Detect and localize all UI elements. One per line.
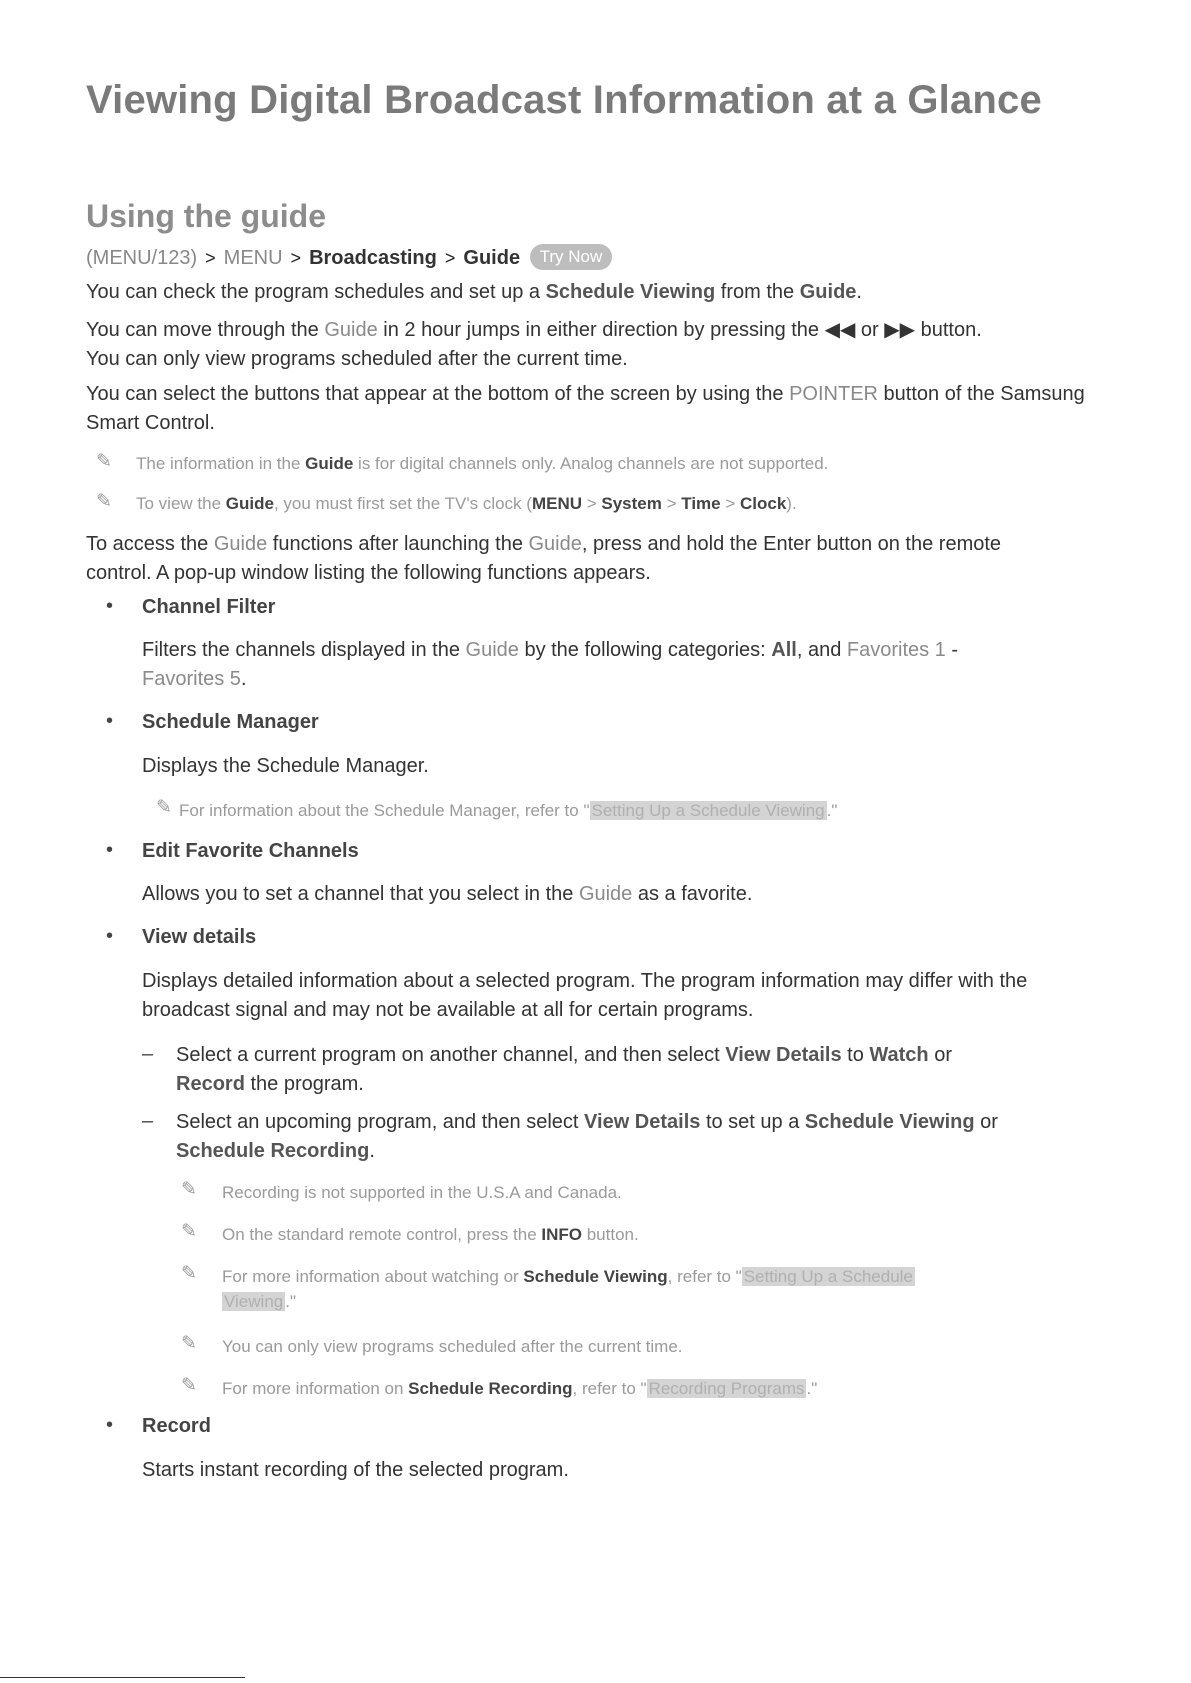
pencil-note-icon: ✎ bbox=[181, 1375, 197, 1396]
note-clock: To view the Guide, you must first set the TV's clock (MENU > System > Time > Clock). bbox=[136, 494, 797, 513]
record-desc: Starts instant recording of the selected program. bbox=[142, 1459, 569, 1481]
intro-paragraph-3: You can select the buttons that appear at the bottom of the screen by using the POINTER button of the Samsung Smart Control. bbox=[86, 383, 1085, 434]
note-schedule-viewing: For more information about watching or Schedule Viewing, refer to " Setting Up a Schedule Viewing ." bbox=[222, 1267, 913, 1311]
link-setting-up-schedule-viewing[interactable]: Setting Up a Schedule Viewing bbox=[591, 801, 825, 820]
bullet-dot: • bbox=[106, 925, 114, 947]
path-root: (MENU/123) bbox=[86, 247, 198, 269]
bullet-dot: • bbox=[106, 1414, 114, 1436]
chevron-right-icon: > bbox=[444, 248, 456, 268]
dash-marker: – bbox=[142, 1110, 154, 1132]
dash-marker: – bbox=[142, 1043, 154, 1065]
pencil-note-icon: ✎ bbox=[96, 491, 112, 512]
note-schedule-manager: For information about the Schedule Manager, refer to " Setting Up a Schedule Viewing ." bbox=[179, 801, 838, 820]
path-menu: MENU bbox=[223, 247, 283, 269]
view-details-desc: Displays detailed information about a selected program. The program information may differ with the broadcast signal and may not be available at all for certain programs. bbox=[142, 970, 1028, 1021]
view-details-step-1: Select a current program on another channel, and then select View Details to Watch or Record the program. bbox=[176, 1044, 952, 1095]
bullet-dot: • bbox=[106, 839, 114, 861]
note-current-time: You can only view programs scheduled after the current time. bbox=[222, 1337, 683, 1356]
record-heading: Record bbox=[142, 1415, 211, 1437]
menu-path bbox=[86, 244, 612, 270]
link-viewing[interactable]: Viewing bbox=[224, 1292, 284, 1311]
note-digital-only: The information in the Guide is for digital channels only. Analog channels are not supported. bbox=[136, 454, 829, 473]
link-recording-programs[interactable]: Recording Programs bbox=[648, 1379, 805, 1398]
note-schedule-recording: For more information on Schedule Recording, refer to " Recording Programs ." bbox=[222, 1379, 818, 1398]
intro-paragraph-1: You can check the program schedules and set up a Schedule Viewing from the Guide. bbox=[86, 281, 862, 303]
note-info-button: On the standard remote control, press the INFO button. bbox=[222, 1225, 639, 1244]
pencil-note-icon: ✎ bbox=[181, 1333, 197, 1354]
pencil-note-icon: ✎ bbox=[181, 1179, 197, 1200]
schedule-manager-desc: Displays the Schedule Manager. bbox=[142, 755, 429, 777]
footer-divider bbox=[0, 1677, 245, 1678]
schedule-manager-heading: Schedule Manager bbox=[142, 711, 319, 733]
pencil-note-icon: ✎ bbox=[181, 1263, 197, 1284]
pencil-note-icon: ✎ bbox=[156, 797, 172, 818]
chevron-right-icon: > bbox=[290, 248, 302, 268]
bullet-dot: • bbox=[106, 595, 114, 617]
pencil-note-icon: ✎ bbox=[96, 451, 112, 472]
channel-filter-desc: Filters the channels displayed in the Guide by the following categories: All, and Favorites 1 - Favorites 5. bbox=[142, 639, 959, 690]
access-paragraph: To access the Guide functions after launching the Guide, press and hold the Enter button on the remote control. A pop-up window listing the following functions appears. bbox=[86, 533, 1002, 584]
intro-paragraph-2: You can move through the Guide in 2 hour jumps in either direction by pressing the ◀◀ or ▶▶ button. You can only view programs scheduled after the current time. bbox=[86, 319, 982, 370]
path-guide: Guide bbox=[463, 247, 521, 269]
pencil-note-icon: ✎ bbox=[181, 1221, 197, 1242]
view-details-step-2: Select an upcoming program, and then select View Details to set up a Schedule Viewing or Schedule Recording. bbox=[176, 1111, 998, 1162]
try-now-button[interactable]: Try Now bbox=[530, 244, 613, 270]
note-recording-not-supported: Recording is not supported in the U.S.A and Canada. bbox=[222, 1183, 622, 1202]
channel-filter-heading: Channel Filter bbox=[142, 596, 276, 618]
edit-favorites-heading: Edit Favorite Channels bbox=[142, 840, 359, 862]
bullet-dot: • bbox=[106, 710, 114, 732]
edit-favorites-desc: Allows you to set a channel that you select in the Guide as a favorite. bbox=[142, 883, 753, 905]
chevron-right-icon: > bbox=[205, 248, 216, 268]
path-broadcasting: Broadcasting bbox=[309, 247, 437, 269]
view-details-heading: View details bbox=[142, 926, 257, 948]
link-setting-up-schedule[interactable]: Setting Up a Schedule bbox=[743, 1267, 913, 1286]
page-title: Viewing Digital Broadcast Information at a Glance bbox=[86, 78, 1042, 122]
section-title: Using the guide bbox=[86, 198, 326, 234]
